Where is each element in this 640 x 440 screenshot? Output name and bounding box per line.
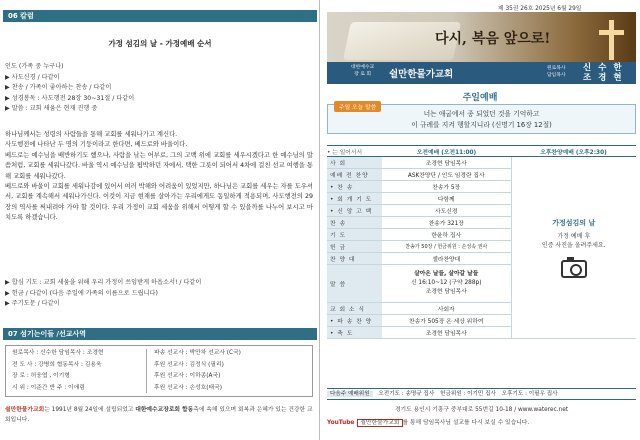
row-label: • 회 개 기 도: [327, 193, 382, 205]
pastor-names: 신 수 한 조 경 현: [583, 63, 624, 83]
denomination: 대한예수교 장 로 회: [351, 65, 375, 77]
sermon-cell: [382, 265, 511, 303]
row-label: • 찬 송: [327, 181, 382, 193]
footnote-text: 는 1991년 8월 24일에 설립되었고: [44, 407, 136, 413]
order-item: ▶ 합심 기도 : 교회 세움을 위해 우리 가정이 쓰임받게 하옵소서! / 다같이: [5, 279, 202, 286]
camera-icon: [561, 260, 587, 278]
next-week-servers: [327, 388, 636, 400]
table-header-row: [327, 146, 636, 157]
body-paragraph: 베드로는 예수님을 배반하기도 했으나, 사람을 낚는 어부로, 그의 고백 위에 교회를 세우시겠다고 한 예수님의 말씀처럼, 교회를 세워나갔다. 바울 역시 예수님을 핍박하던 자에서, 택한 그릇이 되어서 4차에 걸친 선교 여행을 통해 교회를 세워나갔다.: [5, 151, 313, 180]
afternoon-service-header: 오후찬양예배 (오후2:30): [511, 146, 636, 157]
issue-info: 제 35권 26호 2025년 6월 29일: [498, 6, 582, 12]
row-value: 사회자: [382, 303, 511, 315]
church-name: 쉴만한물가교회: [389, 69, 454, 80]
row-label: 헌 금: [327, 241, 382, 253]
worship-order-table: [327, 145, 636, 339]
row-value: 조경현 담임목사: [382, 157, 511, 169]
youtube-icon: YouTube: [327, 420, 355, 426]
pastor-roles: 원로목사 담임목사: [547, 66, 566, 78]
server-item: 헌금위원 : 이기민 집사: [440, 391, 496, 397]
staff-line: 시 위 : 이준간 반 주 : 이애림: [12, 384, 85, 391]
row-value: 셀라찬양대: [382, 253, 511, 265]
row-label: • 파 송 찬 양: [327, 315, 382, 327]
servers-label: 다음주 예배위원: [327, 391, 373, 397]
cross-icon: [609, 20, 614, 60]
body-paragraph: 하나님께서는 성령의 사람들을 통해 교회를 세워나가고 계신다.: [5, 131, 178, 138]
side-text: 가정 예배 후: [557, 232, 591, 240]
row-value: 찬송가 505장 온 세상 위하여: [382, 315, 511, 327]
sermon-reference: 신 16:10~12 (구약 288p): [410, 280, 482, 286]
cross-icon-bar: [599, 30, 624, 35]
verse-tag: 주일 오늘 말씀: [334, 101, 381, 112]
header-banner: [327, 12, 636, 62]
verse-line: 너는 애굽에서 종 되었던 것을 기억하고: [423, 110, 540, 118]
body-paragraph: 베드로와 바울이 교회를 세워나감에 있어서 여러 박해와 어려움이 있었지만, 하나님은 교회를 세우는 자를 도우셔서, 교회를 계속해서 세워나가신다. 이것이 지금 현재를 살아가는 우리에게도 동일하게 적용되며, 사도행전의 29장의 역사를 써내려야 가야 할 것이다. 우리 가정이 교회 세움을 위해서 어떻게 할 수 있을까를 나누어 보시고 마치도록 하겠습니다.: [5, 183, 313, 222]
row-label: 찬 양 대: [327, 253, 382, 265]
staff-line: 후원 선교사 : 손성호(태국): [154, 384, 223, 391]
church-bar: [327, 62, 636, 84]
order-item: 인도 (가족 중 누구나): [5, 63, 64, 70]
row-label: 말 씀: [327, 265, 382, 303]
row-value: 찬송가 321장: [382, 217, 511, 229]
closing-order-list: [5, 278, 313, 310]
youtube-notice: [327, 417, 636, 426]
worship-order-list: [5, 62, 313, 115]
order-item: ▶ 찬송 / 가족이 좋아하는 찬송 / 다같이: [5, 84, 112, 92]
verse-line: 이 규례를 지켜 행할지니라 (신명기 16장 12절): [411, 121, 552, 129]
section-header-column: 06 칼럼: [3, 10, 317, 22]
server-item: 오전기도 : 송명규 집사: [378, 391, 435, 397]
morning-service-header: 오전예배 (오전11:00): [382, 146, 511, 157]
side-title: 가정섬김의 날: [552, 218, 596, 227]
row-value: 다함께: [382, 193, 511, 205]
row-value: ASK찬양단 / 인도 임경란 집사: [382, 169, 511, 181]
right-page: [320, 0, 640, 440]
footnote-text: 측에 속해 있으며 회복과 은혜가 있는 건강한 교회입니다.: [5, 407, 313, 423]
row-label: • 축 도: [327, 327, 382, 339]
order-item: ▶ 성경봉독 : 사도행전 28장 30~31절 / 다같이: [5, 94, 135, 102]
staff-line: 장 로 : 허웅엽 , 이기형: [12, 373, 70, 379]
staff-line: 후원 선교사 : 이하종(A국): [154, 373, 221, 379]
row-label: 예배 전 찬양: [327, 169, 382, 181]
row-label: 기 도: [327, 229, 382, 241]
church-address: 경기도 용인시 기흥구 중부대로 55번길 10-18 / www.waterec.net: [394, 407, 569, 413]
staff-box: [5, 345, 313, 397]
service-title: 주일예배: [462, 93, 498, 103]
table-row: [327, 157, 636, 169]
staff-list-left: [12, 348, 104, 394]
staff-line: 후원 선교사 : 김정식 (필리): [154, 361, 224, 368]
row-label: • 신 앙 고 백: [327, 205, 382, 217]
row-label: 교 회 소 식: [327, 303, 382, 315]
sermon-title: 살아온 날들, 살아갈 날들: [414, 271, 479, 277]
section-header-staff: 07 섬기는이들 /선교사역: [3, 328, 317, 340]
denomination-inline: 대한예수교장로회 합동: [135, 407, 194, 413]
row-value: 조경현 담임목사: [382, 327, 511, 339]
staff-divider: [146, 349, 147, 393]
staff-line: 원로목사 : 신수한 담임목사 : 조경현: [12, 350, 104, 356]
row-value: 찬송가 5장: [382, 181, 511, 193]
body-paragraph: 사도행전에 나타난 두 명의 기둥이라고 한다면, 베드로와 바울이다.: [5, 141, 188, 149]
row-value: 사도신경: [382, 205, 511, 217]
staff-line: 파송 선교사 : 박만차 선교사 (C국): [154, 350, 241, 356]
afternoon-side-panel: [511, 157, 636, 339]
church-footnote: [5, 405, 313, 425]
sermon-preacher: 조경현 담임목사: [425, 289, 467, 295]
slogan: 다시, 복음 앞으로!: [435, 31, 551, 47]
column-title: 가정 섬김의 날 - 가정예배 순서: [108, 39, 212, 48]
order-item: ▶ 사도신경 / 다같이: [5, 73, 60, 81]
staff-list-right: [154, 348, 241, 394]
row-value: 한윤하 집사: [382, 229, 511, 241]
church-name-inline: 쉴만한물가교회: [5, 407, 45, 413]
staff-line: 전 도 사 : 강병희 협동목사 : 김용욱: [12, 361, 102, 368]
column-body: [5, 130, 313, 224]
side-text: 인증 사진을 올려주세요.: [541, 241, 606, 249]
stand-note: • 는 일어서서: [327, 146, 382, 157]
youtube-channel[interactable]: 쉴만한물가교회: [357, 419, 402, 427]
youtube-text: 를 통해 담임목사님 설교를 다시 보실 수 있습니다.: [402, 420, 530, 426]
row-value: 찬송가 50장 / 헌금위원 : 손성속 권사: [382, 241, 511, 253]
order-item: ▶ 주기도문 / 다같이: [5, 300, 60, 308]
server-item: 오후기도 : 이필우 집사: [501, 391, 558, 397]
order-item: ▶ 말씀 : 교회 새움은 현재 진행 중: [5, 105, 98, 113]
order-item: ▶ 헌금 / 다같이 (다음 주일에 가족의 이름으로 드립니다): [5, 289, 158, 297]
row-label: 찬 송: [327, 217, 382, 229]
row-label: 사 회: [327, 157, 382, 169]
